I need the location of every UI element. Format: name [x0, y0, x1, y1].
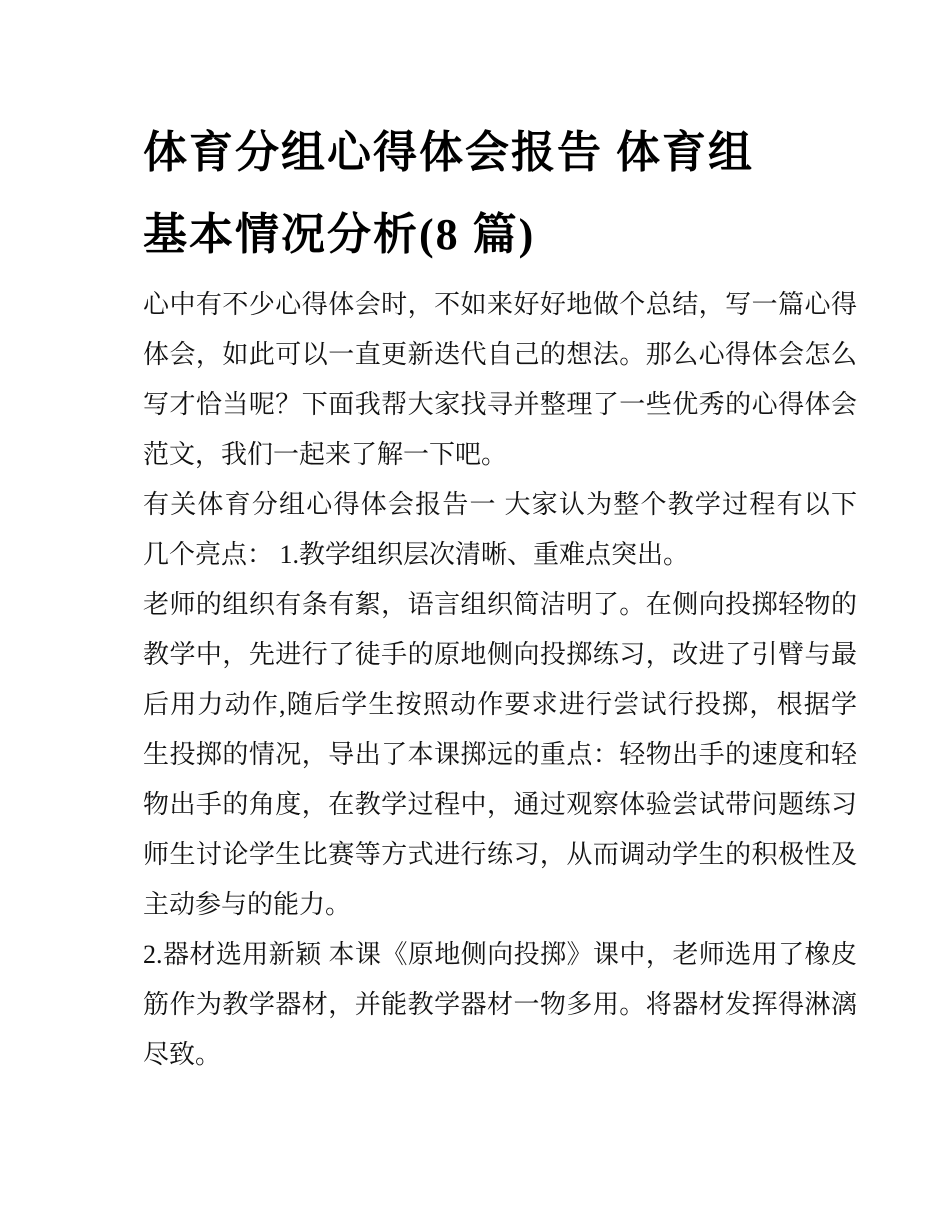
title-line: 体育分组心得体会报告 体育组	[143, 128, 754, 177]
text-line: 2.器材选用新颖 本课《原地侧向投掷》课中，老师选用了橡皮	[143, 940, 857, 969]
text-line: 生投掷的情况，导出了本课掷远的重点：轻物出手的速度和轻	[143, 740, 857, 769]
text-line: 体会，如此可以一直更新迭代自己的想法。那么心得体会怎么	[143, 340, 857, 369]
paragraph	[143, 280, 857, 480]
text-line: 筋作为教学器材，并能教学器材一物多用。将器材发挥得淋漓	[143, 990, 857, 1019]
text-line: 范文，我们一起来了解一下吧。	[143, 440, 508, 469]
text-line: 有关体育分组心得体会报告一 大家认为整个教学过程有以下	[143, 490, 857, 519]
text-line: 写才恰当呢？下面我帮大家找寻并整理了一些优秀的心得体会	[143, 390, 857, 419]
text-line: 师生讨论学生比赛等方式进行练习，从而调动学生的积极性及	[143, 840, 857, 869]
document-title	[143, 112, 857, 276]
paragraph	[143, 580, 857, 930]
text-line: 后用力动作,随后学生按照动作要求进行尝试行投掷，根据学	[143, 690, 857, 719]
text-line: 心中有不少心得体会时，不如来好好地做个总结，写一篇心得	[143, 290, 857, 319]
paragraph	[143, 480, 857, 580]
text-line: 主动参与的能力。	[143, 890, 352, 919]
document-body	[143, 280, 857, 1080]
text-line: 物出手的角度，在教学过程中，通过观察体验尝试带问题练习	[143, 790, 857, 819]
text-line: 老师的组织有条有絮，语言组织简洁明了。在侧向投掷轻物的	[143, 590, 857, 619]
paragraph	[143, 930, 857, 1080]
text-line: 几个亮点： 1.教学组织层次清晰、重难点突出。	[143, 540, 690, 569]
text-line: 教学中，先进行了徒手的原地侧向投掷练习，改进了引臂与最	[143, 640, 857, 669]
title-line: 基本情况分析(8 篇)	[143, 210, 536, 259]
text-line: 尽致。	[143, 1040, 222, 1069]
